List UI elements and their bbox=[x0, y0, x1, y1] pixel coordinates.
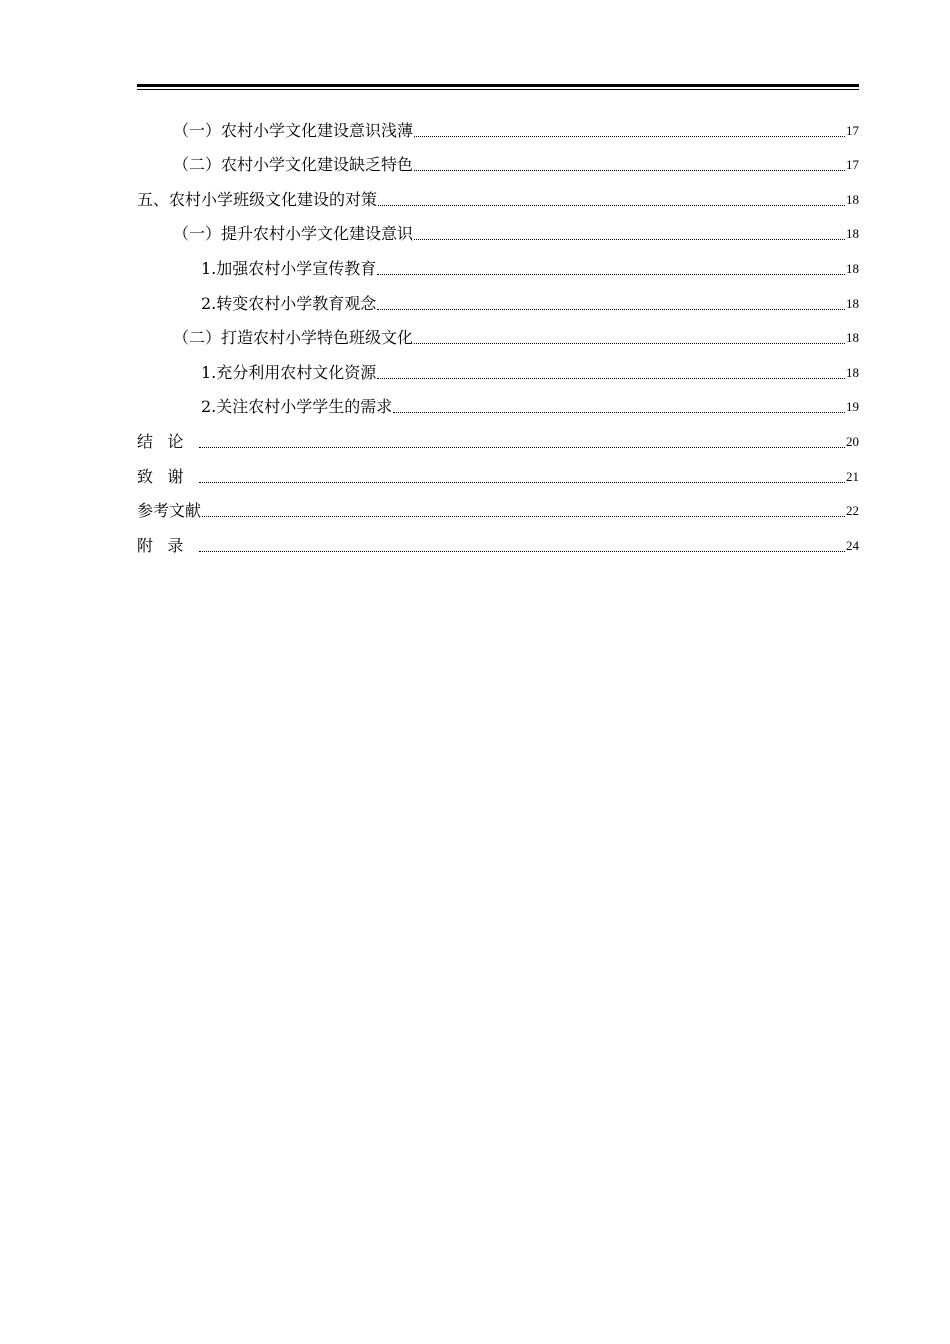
toc-dot-leader bbox=[199, 447, 845, 448]
toc-dot-leader bbox=[199, 551, 845, 552]
toc-entry-title: 1.加强农村小学宣传教育 bbox=[201, 258, 377, 278]
toc-page-number: 18 bbox=[846, 191, 859, 207]
toc-page-number: 18 bbox=[846, 330, 859, 346]
toc-entry-title: （二）农村小学文化建设缺乏特色 bbox=[173, 155, 414, 175]
toc-entry-title: （二）打造农村小学特色班级文化 bbox=[173, 328, 414, 348]
toc-entry-title: 致谢 bbox=[137, 466, 198, 486]
toc-page-number: 18 bbox=[846, 226, 859, 242]
toc-entry[interactable] bbox=[137, 421, 859, 456]
toc-dot-leader bbox=[414, 239, 845, 240]
toc-page-number: 19 bbox=[846, 399, 859, 415]
toc-dot-leader bbox=[414, 170, 845, 171]
toc-dot-leader bbox=[202, 516, 845, 517]
toc-page-number: 22 bbox=[846, 503, 859, 519]
toc-entry[interactable] bbox=[137, 491, 859, 526]
toc-page-number: 20 bbox=[846, 433, 859, 449]
toc-entry[interactable] bbox=[137, 525, 859, 560]
table-of-contents bbox=[137, 110, 859, 560]
toc-entry[interactable] bbox=[137, 145, 859, 180]
toc-entry-title: 参考文献 bbox=[137, 501, 202, 521]
toc-dot-leader bbox=[199, 482, 845, 483]
toc-entry[interactable] bbox=[137, 387, 859, 422]
toc-entry-title: 2.关注农村小学学生的需求 bbox=[201, 397, 393, 417]
toc-dot-leader bbox=[377, 378, 845, 379]
toc-entry[interactable] bbox=[137, 352, 859, 387]
toc-dot-leader bbox=[393, 412, 845, 413]
toc-entry[interactable] bbox=[137, 283, 859, 318]
toc-entry-title: （一）提升农村小学文化建设意识 bbox=[173, 224, 414, 244]
toc-page-number: 18 bbox=[846, 295, 859, 311]
toc-page-number: 17 bbox=[846, 122, 859, 138]
toc-dot-leader bbox=[377, 309, 845, 310]
toc-entry[interactable] bbox=[137, 110, 859, 145]
toc-entry-title: 2.转变农村小学教育观念 bbox=[201, 293, 377, 313]
toc-page-number: 17 bbox=[846, 157, 859, 173]
toc-entry[interactable] bbox=[137, 214, 859, 249]
toc-entry[interactable] bbox=[137, 456, 859, 491]
toc-page-number: 24 bbox=[846, 537, 859, 553]
toc-entry-title: 五、农村小学班级文化建设的对策 bbox=[137, 189, 378, 209]
toc-dot-leader bbox=[414, 343, 845, 344]
toc-dot-leader bbox=[378, 205, 845, 206]
toc-entry-title: 1.充分利用农村文化资源 bbox=[201, 362, 377, 382]
toc-page-number: 21 bbox=[846, 468, 859, 484]
toc-entry-title: 附录 bbox=[137, 535, 198, 555]
toc-entry-title: 结论 bbox=[137, 431, 198, 451]
toc-dot-leader bbox=[377, 274, 845, 275]
toc-entry[interactable] bbox=[137, 179, 859, 214]
toc-entry[interactable] bbox=[137, 248, 859, 283]
header-double-rule bbox=[137, 84, 859, 90]
toc-page-number: 18 bbox=[846, 364, 859, 380]
toc-dot-leader bbox=[414, 136, 845, 137]
toc-entry[interactable] bbox=[137, 318, 859, 353]
toc-entry-title: （一）农村小学文化建设意识浅薄 bbox=[173, 120, 414, 140]
toc-page-number: 18 bbox=[846, 260, 859, 276]
